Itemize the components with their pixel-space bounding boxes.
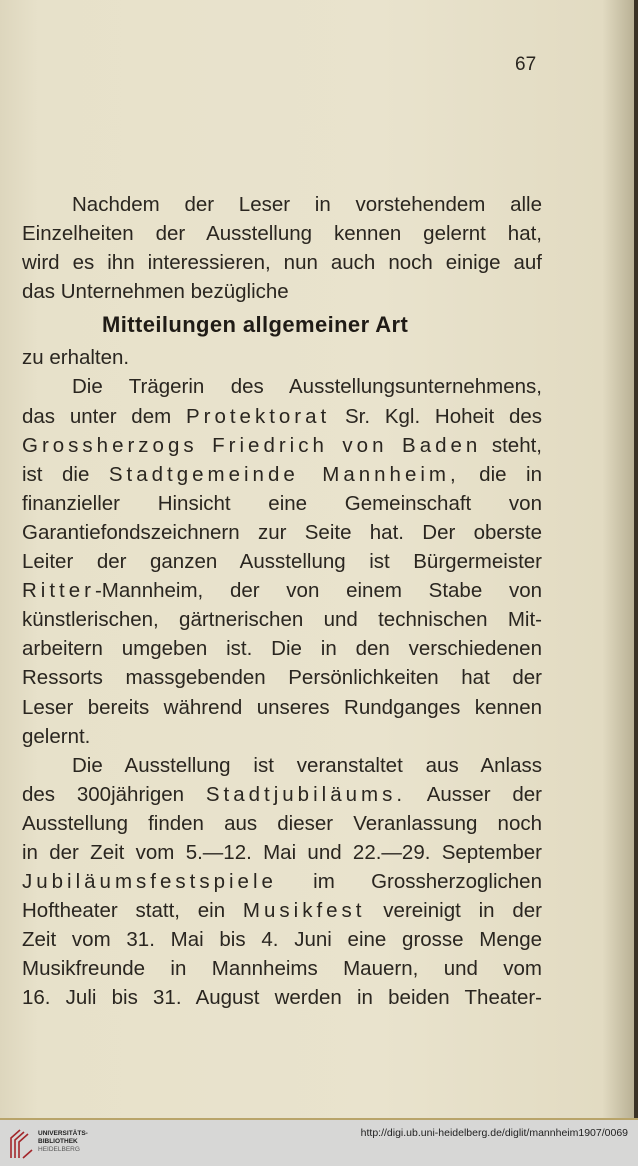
text-segment: ist die xyxy=(22,462,109,486)
text-segment: künstlerischen, gärtnerischen und technischen Mit- xyxy=(22,608,542,632)
text-segment: Leser bereits während unseres Rundganges kennen xyxy=(22,695,542,719)
text-segment: arbeitern umgeben ist. Die in den verschiedenen xyxy=(22,637,542,661)
text-line xyxy=(22,867,542,896)
text-line xyxy=(22,605,542,634)
text-segment: das Unternehmen bezügliche xyxy=(22,280,289,304)
text-line xyxy=(22,518,542,547)
text-segment: -Mannheim, der von einem Stabe von xyxy=(94,579,542,603)
text-segment: Ausser der xyxy=(406,782,542,806)
text-segment: Einzelheiten der Ausstellung kennen gelernt hat, xyxy=(22,222,542,246)
text-line xyxy=(22,925,542,954)
text-line xyxy=(22,372,542,401)
page-number: 67 xyxy=(515,54,537,75)
text-line xyxy=(22,402,542,431)
text-segment: gelernt. xyxy=(22,724,91,748)
library-logo-icon xyxy=(8,1128,34,1160)
text-segment: Die Trägerin des Ausstellungsunternehmens, xyxy=(72,375,542,399)
library-name-line: BIBLIOTHEK xyxy=(38,1138,78,1145)
source-url[interactable]: http://digi.ub.uni-heidelberg.de/diglit/mannheim1907/0069 xyxy=(360,1127,628,1139)
text-segment: Ressorts massgebenden Persönlichkeiten hat der xyxy=(22,666,542,690)
text-segment: Sr. Kgl. Hoheit des xyxy=(330,404,542,428)
body-text xyxy=(22,190,542,1013)
text-line xyxy=(22,219,542,248)
text-line xyxy=(22,489,542,518)
text-line xyxy=(22,838,542,867)
text-segment: Musikfreunde in Mannheims Mauern, und vom xyxy=(22,957,542,981)
text-segment: zu erhalten. xyxy=(22,346,130,370)
text-line xyxy=(22,547,542,576)
text-line xyxy=(22,634,542,663)
footer-bar xyxy=(0,1118,638,1166)
spaced-emphasis: Protektorat xyxy=(185,404,331,428)
paragraphs-main xyxy=(22,343,542,1012)
text-segment: vereinigt in der xyxy=(365,899,542,923)
paragraph-intro xyxy=(22,190,542,306)
spaced-emphasis: Stadtjubiläums. xyxy=(205,782,407,806)
text-line xyxy=(22,722,542,751)
text-line xyxy=(22,277,542,306)
text-segment: die in xyxy=(459,462,542,486)
spaced-emphasis: Stadtgemeinde Mannheim, xyxy=(108,462,460,486)
text-line xyxy=(22,809,542,838)
text-segment: das unter dem xyxy=(22,404,186,428)
text-line xyxy=(22,780,542,809)
text-line xyxy=(22,983,542,1012)
text-segment: 16. Juli bis 31. August werden in beiden Theater- xyxy=(22,986,542,1010)
spaced-emphasis: Musikfest xyxy=(242,899,366,923)
text-line xyxy=(22,190,542,219)
text-line xyxy=(22,431,542,460)
text-line xyxy=(22,460,542,489)
text-segment: des 300jährigen xyxy=(22,782,206,806)
text-line xyxy=(22,693,542,722)
text-segment: in der Zeit vom 5.—12. Mai und 22.—29. September xyxy=(22,840,542,864)
text-segment: Die Ausstellung ist veranstaltet aus Anlass xyxy=(72,753,542,777)
text-segment: Ausstellung finden aus dieser Veranlassung noch xyxy=(22,811,542,835)
text-line xyxy=(22,751,542,780)
page-edge xyxy=(634,0,638,1118)
text-segment: wird es ihn interessieren, nun auch noch einige auf xyxy=(22,251,542,275)
text-segment: finanzieller Hinsicht eine Gemeinschaft von xyxy=(22,491,542,515)
text-line xyxy=(22,248,542,277)
library-name-line: HEIDELBERG xyxy=(38,1146,80,1153)
text-segment: Leiter der ganzen Ausstellung ist Bürgermeister xyxy=(22,550,542,574)
text-segment: im Grossherzoglichen xyxy=(276,870,542,894)
text-segment: Hoftheater statt, ein xyxy=(22,899,243,923)
text-segment: Nachdem der Leser in vorstehendem alle xyxy=(72,193,542,216)
spaced-emphasis: Jubiläumsfestspiele xyxy=(22,870,277,894)
text-line xyxy=(22,896,542,925)
library-name-line: UNIVERSITÄTS- xyxy=(38,1130,88,1137)
spaced-emphasis: Grossherzogs Friedrich von Baden xyxy=(22,433,482,457)
text-segment: Zeit vom 31. Mai bis 4. Juni eine grosse Menge xyxy=(22,928,542,952)
text-line xyxy=(22,954,542,983)
text-line xyxy=(22,343,542,372)
section-heading: Mitteilungen allgemeiner Art xyxy=(102,312,409,338)
library-name xyxy=(38,1130,88,1154)
text-line xyxy=(22,576,542,605)
text-line xyxy=(22,663,542,692)
text-segment: Garantiefondszeichnern zur Seite hat. Der oberste xyxy=(22,520,542,544)
spaced-emphasis: Ritter xyxy=(22,579,95,603)
text-segment: steht, xyxy=(481,433,542,457)
